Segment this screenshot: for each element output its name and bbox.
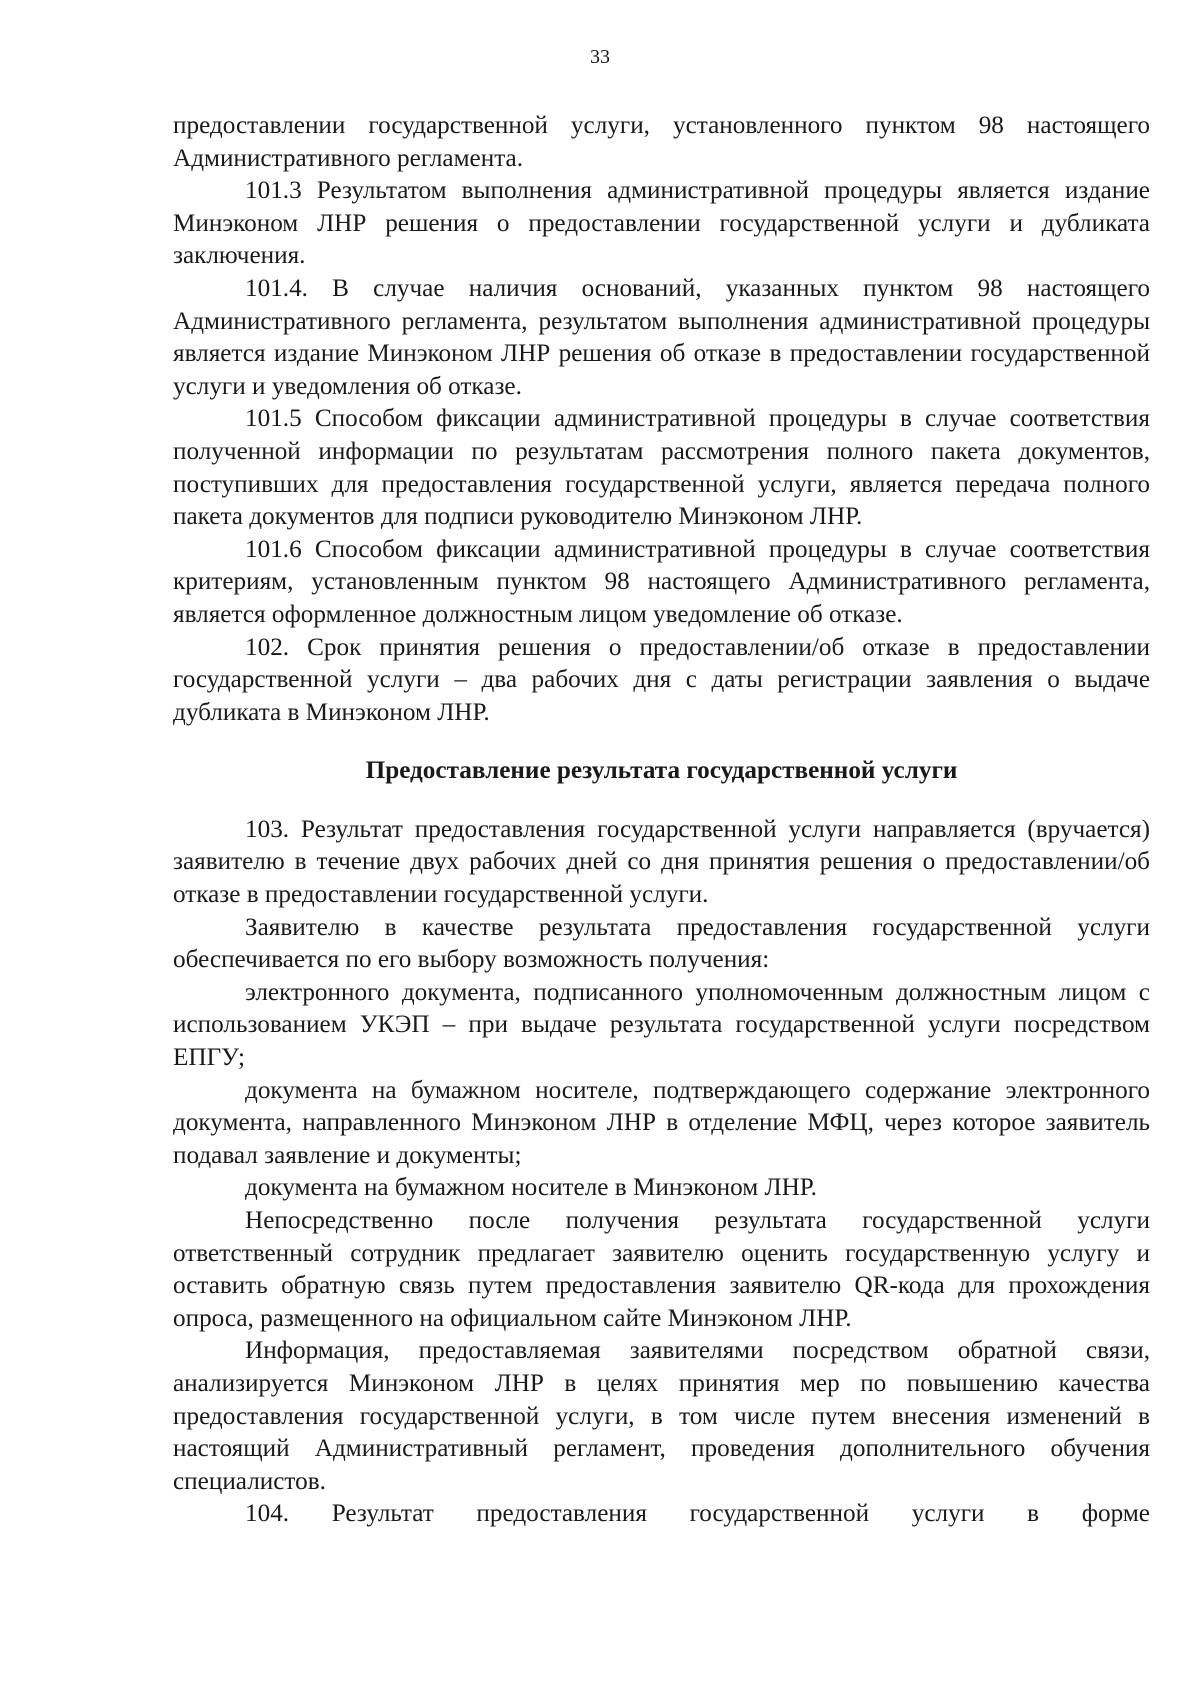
- paragraphs-before: [173, 110, 1150, 729]
- paragraph: электронного документа, подписанного уполномоченным должностным лицом с использованием УКЭП – при выдаче результата государственной услуги посредством ЕПГУ;: [173, 978, 1150, 1072]
- paragraph: 101.3 Результатом выполнения административной процедуры является издание Минэконом ЛНР решения о предоставлении государственной услуги и дубликата заключения.: [173, 177, 1150, 270]
- paragraph: 101.4. В случае наличия оснований, указанных пунктом 98 настоящего Административного регламента, результатом выполнения административной процедуры является издание Минэконом ЛНР решения об отказе в предоставлении государственной услуги и уведомления об отказе.: [173, 274, 1150, 400]
- paragraph: документа на бумажном носителе, подтверждающего содержание электронного документа, направленного Минэконом ЛНР в отделение МФЦ, через которое заявитель подавал заявление и документы;: [173, 1076, 1150, 1169]
- paragraph: предоставлении государственной услуги, установленного пунктом 98 настоящего Административного регламента.: [173, 112, 1150, 172]
- document-body: [173, 110, 1150, 1531]
- paragraph: 102. Срок принятия решения о предоставлении/об отказе в предоставлении государственной услуги – два рабочих дня с даты регистрации заявления о выдаче дубликата в Минэконом ЛНР.: [173, 633, 1150, 726]
- section-heading: Предоставление результата государственной услуги: [365, 757, 958, 785]
- paragraph: документа на бумажном носителе в Минэконом ЛНР.: [245, 1174, 817, 1202]
- paragraphs-after: [173, 814, 1150, 1531]
- paragraph: Непосредственно после получения результата государственной услуги ответственный сотрудник предлагает заявителю оценить государственную услугу и оставить обратную связь путем предоставления заявителю QR-кода для прохождения опроса, размещенного на официальном сайте Минэконом ЛНР.: [173, 1207, 1150, 1332]
- paragraph: 101.6 Способом фиксации административной процедуры в случае соответствия критериям, установленным пунктом 98 настоящего Административного регламента, является оформленное должностным лицом уведомление об отказе.: [173, 535, 1150, 628]
- paragraph: 104. Результат предоставления государственной услуги в форме: [245, 1500, 1150, 1528]
- paragraph: 101.5 Способом фиксации административной процедуры в случае соответствия полученной информации по результатам рассмотрения полного пакета документов, поступивших для предоставления государственной услуги, является передача полного пакета документов для подписи руководителю Минэконом ЛНР.: [173, 405, 1150, 531]
- paragraph: 103. Результат предоставления государственной услуги направляется (вручается) заявителю в течение двух рабочих дней со дня принятия решения о предоставлении/об отказе в предоставлении государственной услуги.: [173, 815, 1150, 909]
- paragraph: Заявителю в качестве результата предоставления государственной услуги обеспечивается по его выбору возможность получения:: [173, 913, 1150, 974]
- paragraph: Информация, предоставляемая заявителями посредством обратной связи, анализируется Минэконом ЛНР в целях принятия мер по повышению качества предоставления государственной услуги, в том числе путем внесения изменений в настоящий Административный регламент, проведения дополнительного обучения специалистов.: [173, 1337, 1150, 1495]
- page-number: 33: [590, 46, 610, 68]
